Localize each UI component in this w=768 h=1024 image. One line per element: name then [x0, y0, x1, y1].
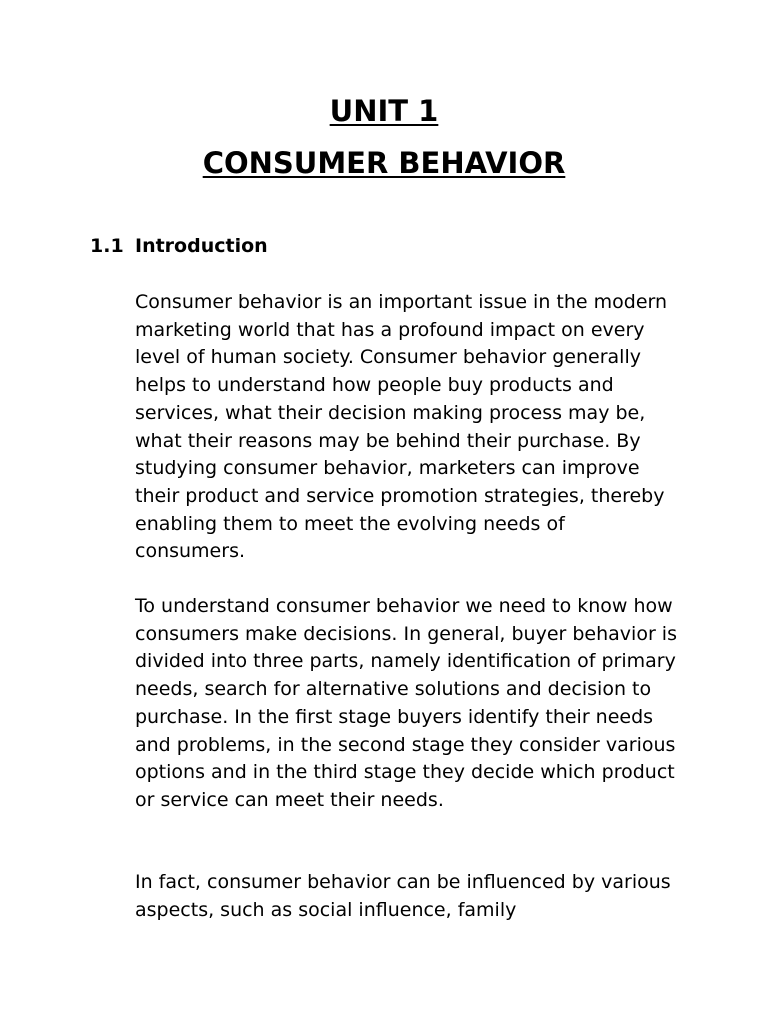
main-title: CONSUMER BEHAVIOR — [202, 146, 566, 180]
paragraph: In fact, consumer behavior can be influenced by various aspects, such as social influence, family — [135, 871, 671, 921]
paragraph: To understand consumer behavior we need to know how consumers make decisions. In general, buyer behavior is divided into three parts, namely identification of primary needs, search for alternative solutions and decision to purchase. In the first stage buyers identify their needs and problems, in the second stage they consider various options and in the third stage they decide which product or service can meet their needs. — [135, 595, 677, 811]
section-title: Introduction — [135, 235, 268, 257]
section-number: 1.1 — [90, 235, 124, 257]
section-heading — [90, 234, 268, 258]
paragraph: Consumer behavior is an important issue in the modern marketing world that has a profound impact on every level of human society. Consumer behavior generally helps to understand how people buy products and services, what their decision making process may be, what their reasons may be behind their purchase. By studying consumer behavior, marketers can improve their product and service promotion strategies, thereby enabling them to meet the evolving needs of consumers. — [135, 291, 668, 563]
unit-title: UNIT 1 — [329, 94, 439, 128]
